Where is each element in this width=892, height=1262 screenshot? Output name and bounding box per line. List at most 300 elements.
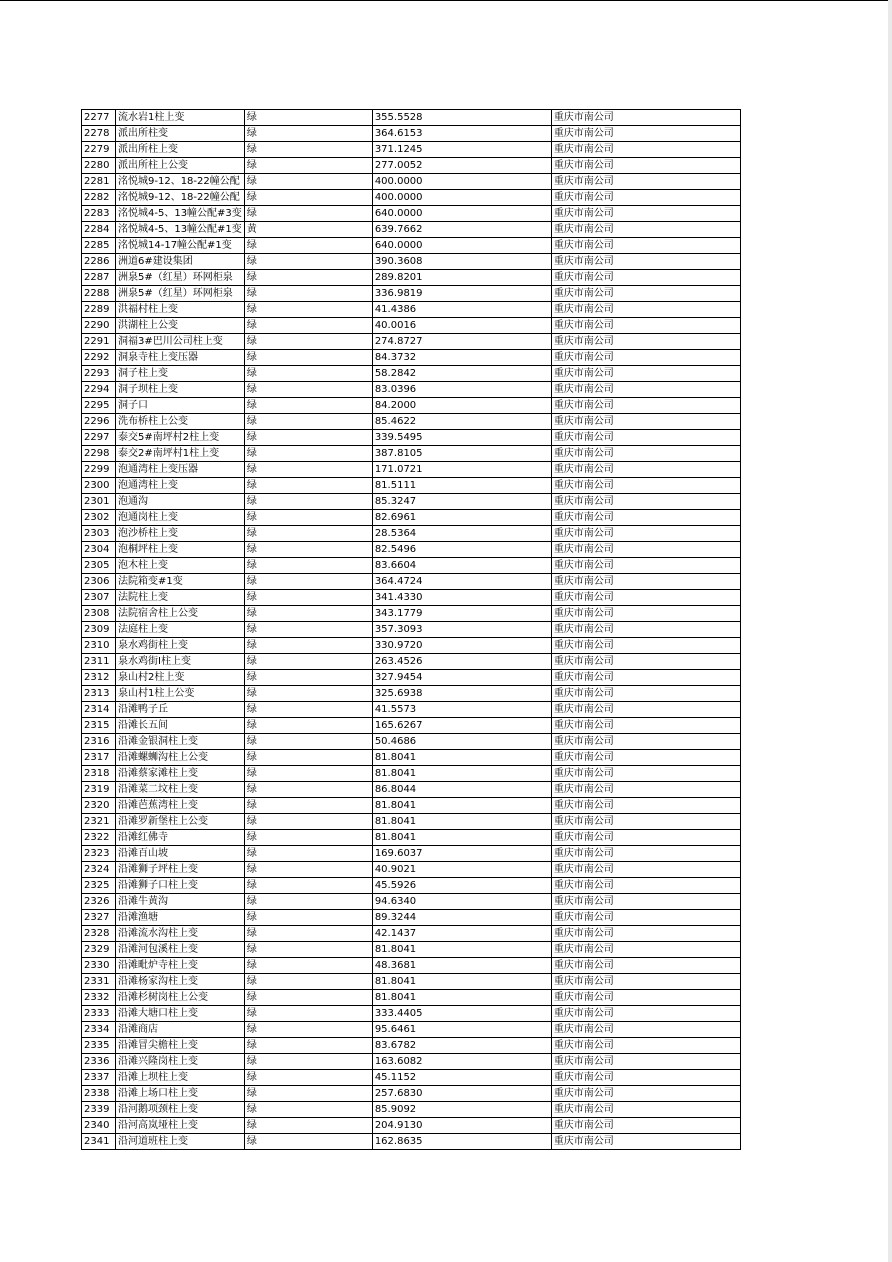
- table-row: [82, 126, 741, 142]
- value-cell: 83.0396: [372, 382, 551, 398]
- row-number-cell: 2329: [82, 942, 116, 958]
- transformer-name-cell: 沿滩狮子坪柱上变: [116, 862, 245, 878]
- table-row: [82, 478, 741, 494]
- status-cell: 绿: [244, 446, 372, 462]
- table-row: [82, 798, 741, 814]
- value-cell: 355.5528: [372, 110, 551, 126]
- row-number-cell: 2340: [82, 1118, 116, 1134]
- company-cell: 重庆市南公司: [551, 734, 740, 750]
- status-cell: 绿: [244, 702, 372, 718]
- value-cell: 387.8105: [372, 446, 551, 462]
- table-row: [82, 766, 741, 782]
- status-cell: 绿: [244, 974, 372, 990]
- company-cell: 重庆市南公司: [551, 1054, 740, 1070]
- page-right-edge: [888, 0, 892, 1262]
- transformer-name-cell: 沿滩大塘口柱上变: [116, 1006, 245, 1022]
- transformer-name-cell: 洲泉5#（红星）环网柜泉: [116, 270, 245, 286]
- status-cell: 绿: [244, 494, 372, 510]
- company-cell: 重庆市南公司: [551, 446, 740, 462]
- value-cell: 84.2000: [372, 398, 551, 414]
- value-cell: 343.1779: [372, 606, 551, 622]
- table-row: [82, 1006, 741, 1022]
- company-cell: 重庆市南公司: [551, 814, 740, 830]
- row-number-cell: 2315: [82, 718, 116, 734]
- value-cell: 339.5495: [372, 430, 551, 446]
- company-cell: 重庆市南公司: [551, 846, 740, 862]
- company-cell: 重庆市南公司: [551, 942, 740, 958]
- status-cell: 黄: [244, 222, 372, 238]
- row-number-cell: 2341: [82, 1134, 116, 1150]
- status-cell: 绿: [244, 814, 372, 830]
- status-cell: 绿: [244, 1102, 372, 1118]
- value-cell: 85.3247: [372, 494, 551, 510]
- status-cell: 绿: [244, 958, 372, 974]
- transformer-name-cell: 洺悦城9-12、18-22幢公配: [116, 190, 245, 206]
- company-cell: 重庆市南公司: [551, 510, 740, 526]
- status-cell: 绿: [244, 302, 372, 318]
- row-number-cell: 2320: [82, 798, 116, 814]
- company-cell: 重庆市南公司: [551, 606, 740, 622]
- company-cell: 重庆市南公司: [551, 318, 740, 334]
- row-number-cell: 2281: [82, 174, 116, 190]
- table-row: [82, 446, 741, 462]
- row-number-cell: 2312: [82, 670, 116, 686]
- row-number-cell: 2321: [82, 814, 116, 830]
- status-cell: 绿: [244, 398, 372, 414]
- company-cell: 重庆市南公司: [551, 190, 740, 206]
- row-number-cell: 2305: [82, 558, 116, 574]
- table-row: [82, 718, 741, 734]
- status-cell: 绿: [244, 718, 372, 734]
- transformer-name-cell: 洞子柱上变: [116, 366, 245, 382]
- row-number-cell: 2318: [82, 766, 116, 782]
- status-cell: 绿: [244, 1038, 372, 1054]
- table-row: [82, 286, 741, 302]
- row-number-cell: 2302: [82, 510, 116, 526]
- company-cell: 重庆市南公司: [551, 1038, 740, 1054]
- transformer-name-cell: 泡木柱上变: [116, 558, 245, 574]
- company-cell: 重庆市南公司: [551, 366, 740, 382]
- row-number-cell: 2287: [82, 270, 116, 286]
- table-row: [82, 1134, 741, 1150]
- company-cell: 重庆市南公司: [551, 206, 740, 222]
- table-row: [82, 830, 741, 846]
- company-cell: 重庆市南公司: [551, 398, 740, 414]
- table-row: [82, 622, 741, 638]
- value-cell: 94.6340: [372, 894, 551, 910]
- transformer-name-cell: 沿滩上场口柱上变: [116, 1086, 245, 1102]
- transformer-name-cell: 沿滩杉树岗柱上公变: [116, 990, 245, 1006]
- row-number-cell: 2282: [82, 190, 116, 206]
- value-cell: 163.6082: [372, 1054, 551, 1070]
- row-number-cell: 2322: [82, 830, 116, 846]
- status-cell: 绿: [244, 206, 372, 222]
- value-cell: 171.0721: [372, 462, 551, 478]
- table-row: [82, 606, 741, 622]
- status-cell: 绿: [244, 910, 372, 926]
- table-row: [82, 302, 741, 318]
- row-number-cell: 2299: [82, 462, 116, 478]
- status-cell: 绿: [244, 430, 372, 446]
- company-cell: 重庆市南公司: [551, 926, 740, 942]
- transformer-name-cell: 泡通湾柱上变: [116, 478, 245, 494]
- value-cell: 640.0000: [372, 206, 551, 222]
- company-cell: 重庆市南公司: [551, 894, 740, 910]
- company-cell: 重庆市南公司: [551, 974, 740, 990]
- value-cell: 263.4526: [372, 654, 551, 670]
- transformer-name-cell: 泰交5#南坪村2柱上变: [116, 430, 245, 446]
- transformer-name-cell: 洺悦城4-5、13幢公配#1变: [116, 222, 245, 238]
- row-number-cell: 2283: [82, 206, 116, 222]
- transformer-name-cell: 沿河高岚垭柱上变: [116, 1118, 245, 1134]
- status-cell: 绿: [244, 750, 372, 766]
- company-cell: 重庆市南公司: [551, 686, 740, 702]
- value-cell: 333.4405: [372, 1006, 551, 1022]
- value-cell: 81.8041: [372, 830, 551, 846]
- row-number-cell: 2291: [82, 334, 116, 350]
- transformer-name-cell: 沿滩红佛寺: [116, 830, 245, 846]
- transformer-name-cell: 沿滩毗炉寺柱上变: [116, 958, 245, 974]
- row-number-cell: 2303: [82, 526, 116, 542]
- company-cell: 重庆市南公司: [551, 430, 740, 446]
- value-cell: 84.3732: [372, 350, 551, 366]
- value-cell: 85.4622: [372, 414, 551, 430]
- table-row: [82, 462, 741, 478]
- company-cell: 重庆市南公司: [551, 110, 740, 126]
- transformer-name-cell: 沿滩螺蛳沟柱上公变: [116, 750, 245, 766]
- company-cell: 重庆市南公司: [551, 526, 740, 542]
- row-number-cell: 2332: [82, 990, 116, 1006]
- transformer-name-cell: 沿滩长五间: [116, 718, 245, 734]
- transformer-name-cell: 洺悦城9-12、18-22幢公配: [116, 174, 245, 190]
- company-cell: 重庆市南公司: [551, 158, 740, 174]
- status-cell: 绿: [244, 286, 372, 302]
- table-row: [82, 958, 741, 974]
- row-number-cell: 2333: [82, 1006, 116, 1022]
- transformer-name-cell: 沿滩鸭子丘: [116, 702, 245, 718]
- value-cell: 83.6782: [372, 1038, 551, 1054]
- table-row: [82, 862, 741, 878]
- transformer-name-cell: 泉山村1柱上公变: [116, 686, 245, 702]
- status-cell: 绿: [244, 990, 372, 1006]
- status-cell: 绿: [244, 334, 372, 350]
- row-number-cell: 2309: [82, 622, 116, 638]
- transformer-name-cell: 法院箱变#1变: [116, 574, 245, 590]
- transformer-name-cell: 泡通沟: [116, 494, 245, 510]
- table-row: [82, 382, 741, 398]
- status-cell: 绿: [244, 638, 372, 654]
- table-row: [82, 1038, 741, 1054]
- transformer-name-cell: 洞子坝柱上变: [116, 382, 245, 398]
- value-cell: 89.3244: [372, 910, 551, 926]
- row-number-cell: 2328: [82, 926, 116, 942]
- row-number-cell: 2279: [82, 142, 116, 158]
- status-cell: 绿: [244, 782, 372, 798]
- status-cell: 绿: [244, 862, 372, 878]
- value-cell: 204.9130: [372, 1118, 551, 1134]
- status-cell: 绿: [244, 1006, 372, 1022]
- row-number-cell: 2296: [82, 414, 116, 430]
- value-cell: 390.3608: [372, 254, 551, 270]
- company-cell: 重庆市南公司: [551, 990, 740, 1006]
- status-cell: 绿: [244, 510, 372, 526]
- value-cell: 257.6830: [372, 1086, 551, 1102]
- transformer-name-cell: 沿滩蔡家滩柱上变: [116, 766, 245, 782]
- row-number-cell: 2336: [82, 1054, 116, 1070]
- row-number-cell: 2292: [82, 350, 116, 366]
- value-cell: 83.6604: [372, 558, 551, 574]
- row-number-cell: 2335: [82, 1038, 116, 1054]
- value-cell: 357.3093: [372, 622, 551, 638]
- status-cell: 绿: [244, 270, 372, 286]
- row-number-cell: 2306: [82, 574, 116, 590]
- table-row: [82, 398, 741, 414]
- transformer-name-cell: 泉水鸡街柱上变: [116, 638, 245, 654]
- transformer-name-cell: 洞泉寺柱上变压器: [116, 350, 245, 366]
- transformer-name-cell: 沿滩菜二坟柱上变: [116, 782, 245, 798]
- row-number-cell: 2326: [82, 894, 116, 910]
- status-cell: 绿: [244, 462, 372, 478]
- status-cell: 绿: [244, 1070, 372, 1086]
- status-cell: 绿: [244, 846, 372, 862]
- table-row: [82, 990, 741, 1006]
- value-cell: 277.0052: [372, 158, 551, 174]
- value-cell: 289.8201: [372, 270, 551, 286]
- status-cell: 绿: [244, 1022, 372, 1038]
- value-cell: 330.9720: [372, 638, 551, 654]
- table-row: [82, 1086, 741, 1102]
- table-row: [82, 654, 741, 670]
- status-cell: 绿: [244, 606, 372, 622]
- transformer-name-cell: 沿滩杨家沟柱上变: [116, 974, 245, 990]
- row-number-cell: 2300: [82, 478, 116, 494]
- row-number-cell: 2277: [82, 110, 116, 126]
- transformer-name-cell: 泡桐坪柱上变: [116, 542, 245, 558]
- table-row: [82, 510, 741, 526]
- value-cell: 48.3681: [372, 958, 551, 974]
- status-cell: 绿: [244, 414, 372, 430]
- row-number-cell: 2298: [82, 446, 116, 462]
- value-cell: 81.8041: [372, 814, 551, 830]
- status-cell: 绿: [244, 622, 372, 638]
- value-cell: 86.8044: [372, 782, 551, 798]
- table-row: [82, 894, 741, 910]
- transformer-name-cell: 派出所柱上公变: [116, 158, 245, 174]
- row-number-cell: 2284: [82, 222, 116, 238]
- row-number-cell: 2313: [82, 686, 116, 702]
- value-cell: 81.8041: [372, 974, 551, 990]
- company-cell: 重庆市南公司: [551, 286, 740, 302]
- status-cell: 绿: [244, 174, 372, 190]
- value-cell: 341.4330: [372, 590, 551, 606]
- row-number-cell: 2290: [82, 318, 116, 334]
- value-cell: 81.8041: [372, 990, 551, 1006]
- transformer-name-cell: 洞子口: [116, 398, 245, 414]
- status-cell: 绿: [244, 1086, 372, 1102]
- table-row: [82, 254, 741, 270]
- transformer-name-cell: 沿滩罗新堡柱上公变: [116, 814, 245, 830]
- company-cell: 重庆市南公司: [551, 494, 740, 510]
- table-row: [82, 702, 741, 718]
- row-number-cell: 2331: [82, 974, 116, 990]
- row-number-cell: 2304: [82, 542, 116, 558]
- table-row: [82, 590, 741, 606]
- table-row: [82, 110, 741, 126]
- table-row: [82, 878, 741, 894]
- table-row: [82, 574, 741, 590]
- table-row: [82, 542, 741, 558]
- company-cell: 重庆市南公司: [551, 862, 740, 878]
- status-cell: 绿: [244, 894, 372, 910]
- row-number-cell: 2324: [82, 862, 116, 878]
- table-row: [82, 142, 741, 158]
- company-cell: 重庆市南公司: [551, 462, 740, 478]
- status-cell: 绿: [244, 734, 372, 750]
- company-cell: 重庆市南公司: [551, 830, 740, 846]
- value-cell: 40.9021: [372, 862, 551, 878]
- company-cell: 重庆市南公司: [551, 622, 740, 638]
- value-cell: 81.5111: [372, 478, 551, 494]
- row-number-cell: 2325: [82, 878, 116, 894]
- value-cell: 41.4386: [372, 302, 551, 318]
- company-cell: 重庆市南公司: [551, 1070, 740, 1086]
- row-number-cell: 2280: [82, 158, 116, 174]
- value-cell: 364.4724: [372, 574, 551, 590]
- status-cell: 绿: [244, 1054, 372, 1070]
- transformer-name-cell: 沿滩金银洞柱上变: [116, 734, 245, 750]
- status-cell: 绿: [244, 926, 372, 942]
- value-cell: 82.6961: [372, 510, 551, 526]
- company-cell: 重庆市南公司: [551, 574, 740, 590]
- company-cell: 重庆市南公司: [551, 1102, 740, 1118]
- row-number-cell: 2316: [82, 734, 116, 750]
- status-cell: 绿: [244, 126, 372, 142]
- row-number-cell: 2286: [82, 254, 116, 270]
- status-cell: 绿: [244, 478, 372, 494]
- transformer-name-cell: 泰交2#南坪村1柱上变: [116, 446, 245, 462]
- status-cell: 绿: [244, 254, 372, 270]
- row-number-cell: 2334: [82, 1022, 116, 1038]
- value-cell: 42.1437: [372, 926, 551, 942]
- company-cell: 重庆市南公司: [551, 590, 740, 606]
- table-row: [82, 638, 741, 654]
- status-cell: 绿: [244, 1118, 372, 1134]
- table-row: [82, 494, 741, 510]
- row-number-cell: 2311: [82, 654, 116, 670]
- row-number-cell: 2314: [82, 702, 116, 718]
- value-cell: 400.0000: [372, 190, 551, 206]
- company-cell: 重庆市南公司: [551, 702, 740, 718]
- status-cell: 绿: [244, 350, 372, 366]
- table-row: [82, 526, 741, 542]
- status-cell: 绿: [244, 190, 372, 206]
- row-number-cell: 2293: [82, 366, 116, 382]
- table-row: [82, 686, 741, 702]
- row-number-cell: 2330: [82, 958, 116, 974]
- row-number-cell: 2307: [82, 590, 116, 606]
- row-number-cell: 2294: [82, 382, 116, 398]
- table-row: [82, 942, 741, 958]
- value-cell: 81.8041: [372, 750, 551, 766]
- transformer-name-cell: 洪湖柱上公变: [116, 318, 245, 334]
- transformer-name-cell: 泉山村2柱上变: [116, 670, 245, 686]
- company-cell: 重庆市南公司: [551, 222, 740, 238]
- table-row: [82, 926, 741, 942]
- company-cell: 重庆市南公司: [551, 1022, 740, 1038]
- row-number-cell: 2308: [82, 606, 116, 622]
- table-body: [82, 110, 741, 1150]
- company-cell: 重庆市南公司: [551, 638, 740, 654]
- row-number-cell: 2317: [82, 750, 116, 766]
- row-number-cell: 2301: [82, 494, 116, 510]
- row-number-cell: 2338: [82, 1086, 116, 1102]
- status-cell: 绿: [244, 670, 372, 686]
- value-cell: 82.5496: [372, 542, 551, 558]
- company-cell: 重庆市南公司: [551, 142, 740, 158]
- company-cell: 重庆市南公司: [551, 750, 740, 766]
- transformer-name-cell: 派出所柱上变: [116, 142, 245, 158]
- company-cell: 重庆市南公司: [551, 238, 740, 254]
- value-cell: 58.2842: [372, 366, 551, 382]
- company-cell: 重庆市南公司: [551, 766, 740, 782]
- company-cell: 重庆市南公司: [551, 1006, 740, 1022]
- status-cell: 绿: [244, 830, 372, 846]
- transformer-name-cell: 沿滩上坝柱上变: [116, 1070, 245, 1086]
- status-cell: 绿: [244, 686, 372, 702]
- row-number-cell: 2289: [82, 302, 116, 318]
- company-cell: 重庆市南公司: [551, 478, 740, 494]
- table-row: [82, 910, 741, 926]
- table-row: [82, 366, 741, 382]
- row-number-cell: 2278: [82, 126, 116, 142]
- status-cell: 绿: [244, 558, 372, 574]
- row-number-cell: 2285: [82, 238, 116, 254]
- value-cell: 45.1152: [372, 1070, 551, 1086]
- value-cell: 639.7662: [372, 222, 551, 238]
- table-row: [82, 238, 741, 254]
- table-row: [82, 190, 741, 206]
- transformer-name-cell: 派出所柱变: [116, 126, 245, 142]
- table-row: [82, 350, 741, 366]
- transformer-name-cell: 沿河鹅项颈柱上变: [116, 1102, 245, 1118]
- transformer-name-cell: 洲道6#建设集团: [116, 254, 245, 270]
- transformer-name-cell: 泡沙桥柱上变: [116, 526, 245, 542]
- company-cell: 重庆市南公司: [551, 958, 740, 974]
- value-cell: 169.6037: [372, 846, 551, 862]
- row-number-cell: 2319: [82, 782, 116, 798]
- status-cell: 绿: [244, 542, 372, 558]
- company-cell: 重庆市南公司: [551, 1134, 740, 1150]
- company-cell: 重庆市南公司: [551, 910, 740, 926]
- value-cell: 336.9819: [372, 286, 551, 302]
- transformer-name-cell: 洺悦城14-17幢公配#1变: [116, 238, 245, 254]
- transformer-name-cell: 法庭柱上变: [116, 622, 245, 638]
- status-cell: 绿: [244, 318, 372, 334]
- table-row: [82, 318, 741, 334]
- value-cell: 165.6267: [372, 718, 551, 734]
- status-cell: 绿: [244, 590, 372, 606]
- company-cell: 重庆市南公司: [551, 542, 740, 558]
- transformer-name-cell: 沿滩芭蕉湾柱上变: [116, 798, 245, 814]
- status-cell: 绿: [244, 238, 372, 254]
- transformer-name-cell: 流水岩1柱上变: [116, 110, 245, 126]
- table-row: [82, 222, 741, 238]
- value-cell: 85.9092: [372, 1102, 551, 1118]
- table-row: [82, 430, 741, 446]
- value-cell: 274.8727: [372, 334, 551, 350]
- table-row: [82, 974, 741, 990]
- company-cell: 重庆市南公司: [551, 878, 740, 894]
